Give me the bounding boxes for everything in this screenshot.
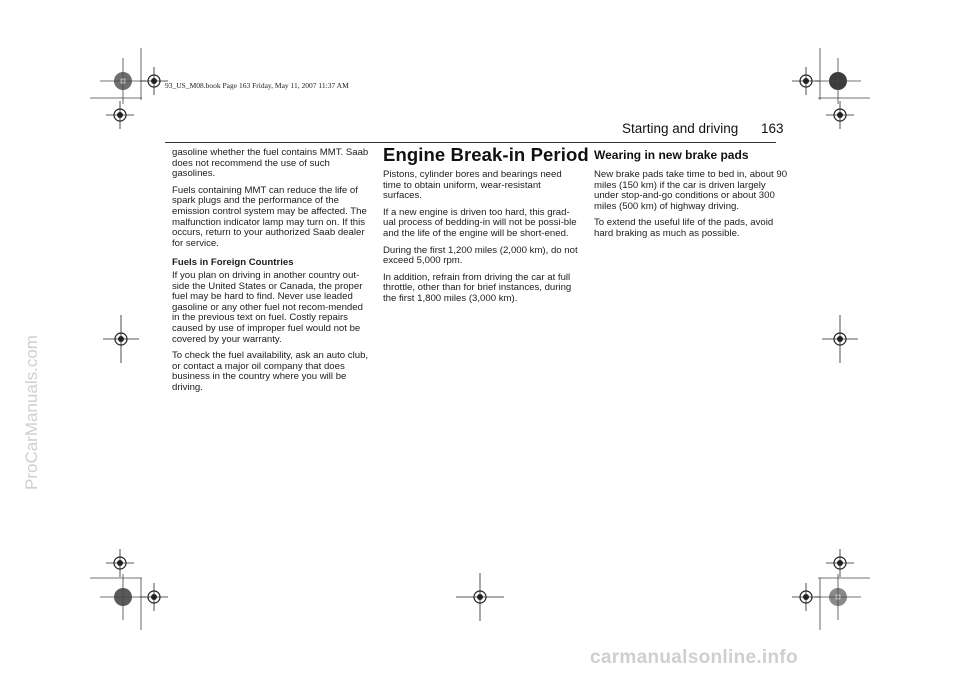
column-engine-break-in <box>383 170 579 311</box>
paragraph: During the first 1,200 miles (2,000 km), do not exceed 5,000 rpm. <box>383 244 578 267</box>
subheading: Fuels in Foreign Countries <box>172 257 294 269</box>
print-slug: 93_US_M08.book Page 163 Friday, May 11, 2007 11:37 AM <box>165 81 349 90</box>
crosshair-mark <box>106 101 134 129</box>
paragraph: If a new engine is driven too hard, this grad-ual process of bedding-in will not be possi-ble and the life of the engine will be short-ened. <box>383 206 577 239</box>
paragraph: To check the fuel availability, ask an auto club, or contact a major oil company that does business in the country where you will be driving. <box>172 350 369 393</box>
column-fuel <box>172 148 370 399</box>
paragraph: If you plan on driving in another country out-side the United States or Canada, the proper fuel may be hard to find. Never use leaded gasoline or any other fuel not recom-mended in the previous text on fuel. Costly repairs caused by use of improper fuel would not be covered by your warranty. <box>172 269 363 345</box>
crosshair-mark <box>456 573 504 621</box>
crosshair-mark <box>106 549 134 577</box>
crosshair-mark <box>822 315 858 363</box>
crosshair-mark <box>826 549 854 577</box>
column-brake-pads <box>594 170 790 246</box>
paragraph: gasoline whether the fuel contains MMT. Saab does not recommend the use of such gasolines. <box>172 147 369 180</box>
crosshair-mark <box>103 315 139 363</box>
crosshair-mark <box>140 67 168 95</box>
paragraph: Fuels containing MMT can reduce the life of spark plugs and the performance of the emission control system may be affected. The malfunction indicator lamp may turn on. If this occurs, return to your authorized Saab dealer for service. <box>172 184 367 249</box>
watermark-text: ProCarManuals.com <box>22 335 41 490</box>
crosshair-mark <box>792 67 820 95</box>
crosshair-mark <box>792 583 820 611</box>
crosshair-mark <box>140 583 168 611</box>
section-title: Starting and driving <box>622 121 739 136</box>
crosshair-mark <box>826 101 854 129</box>
page-number: 163 <box>761 121 784 136</box>
paragraph: To extend the useful life of the pads, avoid hard braking as much as possible. <box>594 217 774 239</box>
paragraph: In addition, refrain from driving the car at full throttle, other than for brief instances, during the first 1,800 miles (3,000 km). <box>383 271 572 304</box>
paragraph: Pistons, cylinder bores and bearings need time to obtain uniform, wear-resistant surfaces. <box>383 169 562 202</box>
header-rule <box>165 142 776 143</box>
watermark-carmanualsonline: carmanualsonline.info <box>590 647 798 668</box>
paragraph: New brake pads take time to bed in, about 90 miles (150 km) if the car is driven largely under stop-and-go conditions or about 300 miles (500 km) of highway driving. <box>594 169 788 212</box>
heading-engine-break-in: Engine Break-in Period <box>383 144 589 165</box>
watermark-procarmanuals <box>24 260 40 490</box>
heading-brake-pads: Wearing in new brake pads <box>594 148 749 162</box>
